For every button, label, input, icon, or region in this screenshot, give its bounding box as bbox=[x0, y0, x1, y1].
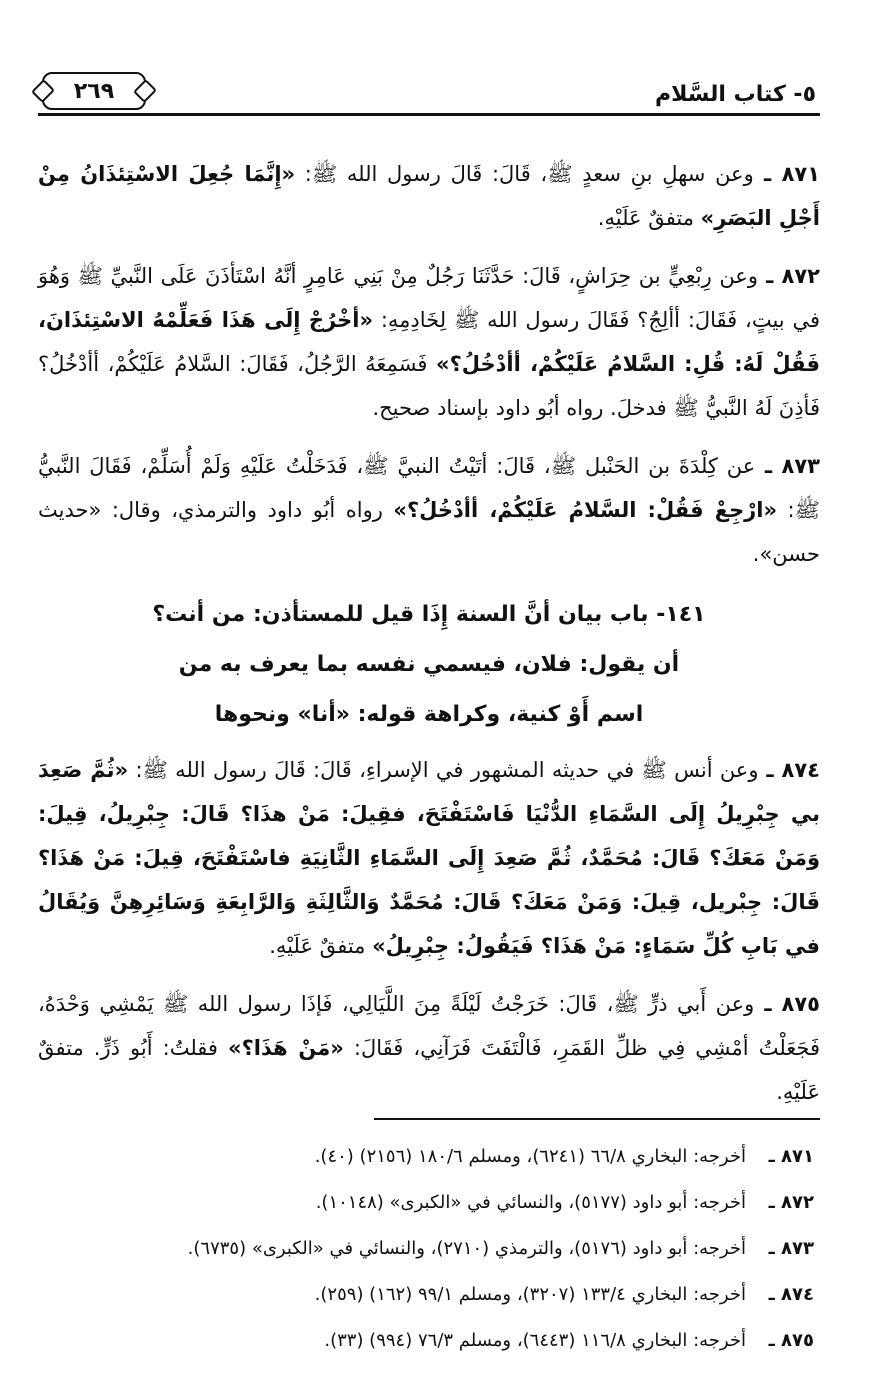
page-number: ٢٦٩ bbox=[73, 78, 115, 104]
footnote-number: ٨٧٥ ـ bbox=[768, 1330, 814, 1351]
hadith-text: فَسَمِعَهُ الرَّجُلُ، فَقَالَ: السَّلامُ عَلَيْكُمْ، أأدْخُلُ؟ فَأذِنَ لَهُ النَّبيُّ ﷺ فدخلَ. رواه أبُو داود بإسناد صحيح. bbox=[38, 352, 820, 420]
hadith-list bbox=[38, 152, 820, 576]
hadith-text: متفقٌ عَلَيْهِ. bbox=[597, 206, 701, 230]
hadith-text: وعن أَبي ذرٍّ ﷺ، قَالَ: خَرَجْتُ لَيْلَةً مِنَ اللَّيَالِي، فَإذَا رسول الله ﷺ يَمْشِي وَحْدَهُ، فَجَعَلْتُ أمْشِي فِي ظلِّ القَمَرِ، فَالْتَفَتَ فَرَآنِي، فَقَالَ: bbox=[38, 992, 820, 1060]
hadith-quote: «أخْرُجْ إِلَى هَذَا فَعَلِّمْهُ الاسْتِئذَانَ، فَقُلْ لَهُ: قُلِ: السَّلامُ عَلَيْكُمْ، أأدْخُلُ؟» bbox=[38, 308, 821, 376]
footnote-number: ٨٧١ ـ bbox=[768, 1146, 814, 1167]
chapter-heading-line: أن يقول: فلان، فيسمي نفسه بما يعرف به من bbox=[178, 652, 680, 677]
hadith-paragraph bbox=[38, 254, 820, 430]
footnote-text: أخرجه: البخاري ١٣٣/٤ (٣٢٠٧)، ومسلم ٩٩/١ (١٦٢) (٢٥٩). bbox=[314, 1284, 746, 1305]
footnote-item bbox=[38, 1134, 820, 1180]
footnote-divider bbox=[374, 1118, 820, 1120]
footnote-text: أخرجه: البخاري ٦٦/٨ (٦٢٤١)، ومسلم ١٨٠/٦ (٢١٥٦) (٤٠). bbox=[314, 1146, 746, 1167]
hadith-text: فقلتُ: أَبُو ذَرٍّ. متفقٌ عَلَيْهِ. bbox=[38, 1036, 820, 1104]
hadith-list bbox=[38, 748, 820, 1114]
header-divider bbox=[38, 113, 820, 116]
footnote-number: ٨٧٤ ـ bbox=[768, 1284, 814, 1305]
hadith-quote: «ارْجِعْ فَقُلْ: السَّلامُ عَلَيْكُمْ، أأدْخُلُ؟» bbox=[393, 498, 778, 522]
page-header bbox=[38, 70, 820, 110]
hadith-text: عن كِلْدَةَ بن الحَنْبل ﷺ، قَالَ: أتَيْتُ النبيَّ ﷺ، فَدَخَلْتُ عَلَيْهِ وَلَمْ أُسَلِّمْ، فَقَالَ النَّبيُّ ﷺ: bbox=[38, 454, 820, 522]
hadith-number: ٨٧١ ـ bbox=[753, 162, 821, 186]
hadith-paragraph bbox=[38, 982, 820, 1114]
hadith-number: ٨٧٤ ـ bbox=[758, 758, 820, 782]
hadith-text: رواه أبُو داود والترمذي، وقال: «حديث حسن». bbox=[38, 498, 820, 566]
footnote-item bbox=[38, 1226, 820, 1272]
running-chapter-title: ٥- كتاب السَّلام bbox=[654, 82, 816, 107]
chapter-heading-line: ١٤١- باب بيان أنَّ السنة إِذَا قيل للمستأذن: من أنت؟ bbox=[152, 602, 706, 627]
hadith-text: متفقٌ عَلَيْهِ. bbox=[269, 934, 373, 958]
footnote-item bbox=[38, 1318, 820, 1364]
chapter-heading-line: اسم أَوْ كنية، وكراهة قوله: «أنا» ونحوها bbox=[214, 702, 644, 727]
book-page bbox=[38, 60, 820, 1380]
hadith-paragraph bbox=[38, 748, 820, 968]
hadith-paragraph bbox=[38, 444, 820, 576]
footnotes bbox=[38, 1134, 820, 1364]
footnote-text: أخرجه: أبو داود (٥١٧٧)، والنسائي في «الكبرى» (١٠١٤٨). bbox=[315, 1192, 746, 1213]
page-body bbox=[38, 152, 820, 1128]
footnote-item bbox=[38, 1272, 820, 1318]
hadith-quote: «مَنْ هَذَا؟» bbox=[228, 1036, 344, 1060]
footnote-number: ٨٧٢ ـ bbox=[768, 1192, 814, 1213]
hadith-text: وعن أنس ﷺ في حديثه المشهور في الإسراءِ، قَالَ: قَالَ رسول الله ﷺ: bbox=[128, 758, 759, 782]
chapter-heading bbox=[38, 590, 820, 740]
footnote-number: ٨٧٣ ـ bbox=[768, 1238, 814, 1259]
footnote-item bbox=[38, 1180, 820, 1226]
hadith-quote: «ثُمَّ صَعِدَ بي جِبْرِيلُ إِلَى السَّمَاءِ الدُّنْيَا فَاسْتَفْتَحَ، فقِيلَ: مَنْ هذَا؟ قَالَ: جِبْرِيلُ، قِيلَ: وَمَنْ مَعَكَ؟ قَالَ: مُحَمَّدٌ، ثُمَّ صَعِدَ إِلَى السَّمَاءِ الثَّانِيَةِ فاسْتَفْتَحَ، قِيلَ: مَنْ هَذَا؟ قَالَ: جِبْريل، قِيلَ: وَمَنْ مَعَكَ؟ قَالَ: مُحَمَّدٌ وَالثَّالِثَةِ وَالرَّابِعَةِ وَسَائِرِهِنَّ وَيُقَالُ في بَابِ كُلِّ سَمَاءٍ: مَنْ هَذَا؟ فَيَقُولُ: جِبْرِيلُ» bbox=[38, 758, 820, 958]
hadith-text: وعن سهلِ بنِ سعدٍ ﷺ، قَالَ: قَالَ رسول الله ﷺ: bbox=[295, 162, 754, 186]
hadith-paragraph bbox=[38, 152, 820, 240]
footnote-text: أخرجه: أبو داود (٥١٧٦)، والترمذي (٢٧١٠)، والنسائي في «الكبرى» (٦٧٣٥). bbox=[187, 1238, 746, 1259]
footnote-text: أخرجه: البخاري ١١٦/٨ (٦٤٤٣)، ومسلم ٧٦/٣ (٩٩٤) (٣٣). bbox=[324, 1330, 746, 1351]
hadith-number: ٨٧٣ ـ bbox=[755, 454, 820, 478]
hadith-quote: «إِنَّمَا جُعِلَ الاسْتِئذَانُ مِنْ أَجْلِ البَصَرِ» bbox=[38, 162, 820, 230]
page-number-frame bbox=[42, 72, 146, 110]
hadith-number: ٨٧٥ ـ bbox=[754, 992, 820, 1016]
hadith-text: وعن رِبْعِيٍّ بن حِرَاشٍ، قَالَ: حَدَّثَنَا رَجُلٌ مِنْ بَنِي عَامِرٍ أنَّهُ اسْتَأذَنَ عَلَى النَّبيِّ ﷺ وَهُوَ في بيتٍ، فَقَالَ: أألِجُ؟ فَقَالَ رسول الله ﷺ لِخَادِمِهِ: bbox=[38, 264, 820, 332]
hadith-number: ٨٧٢ ـ bbox=[757, 264, 820, 288]
